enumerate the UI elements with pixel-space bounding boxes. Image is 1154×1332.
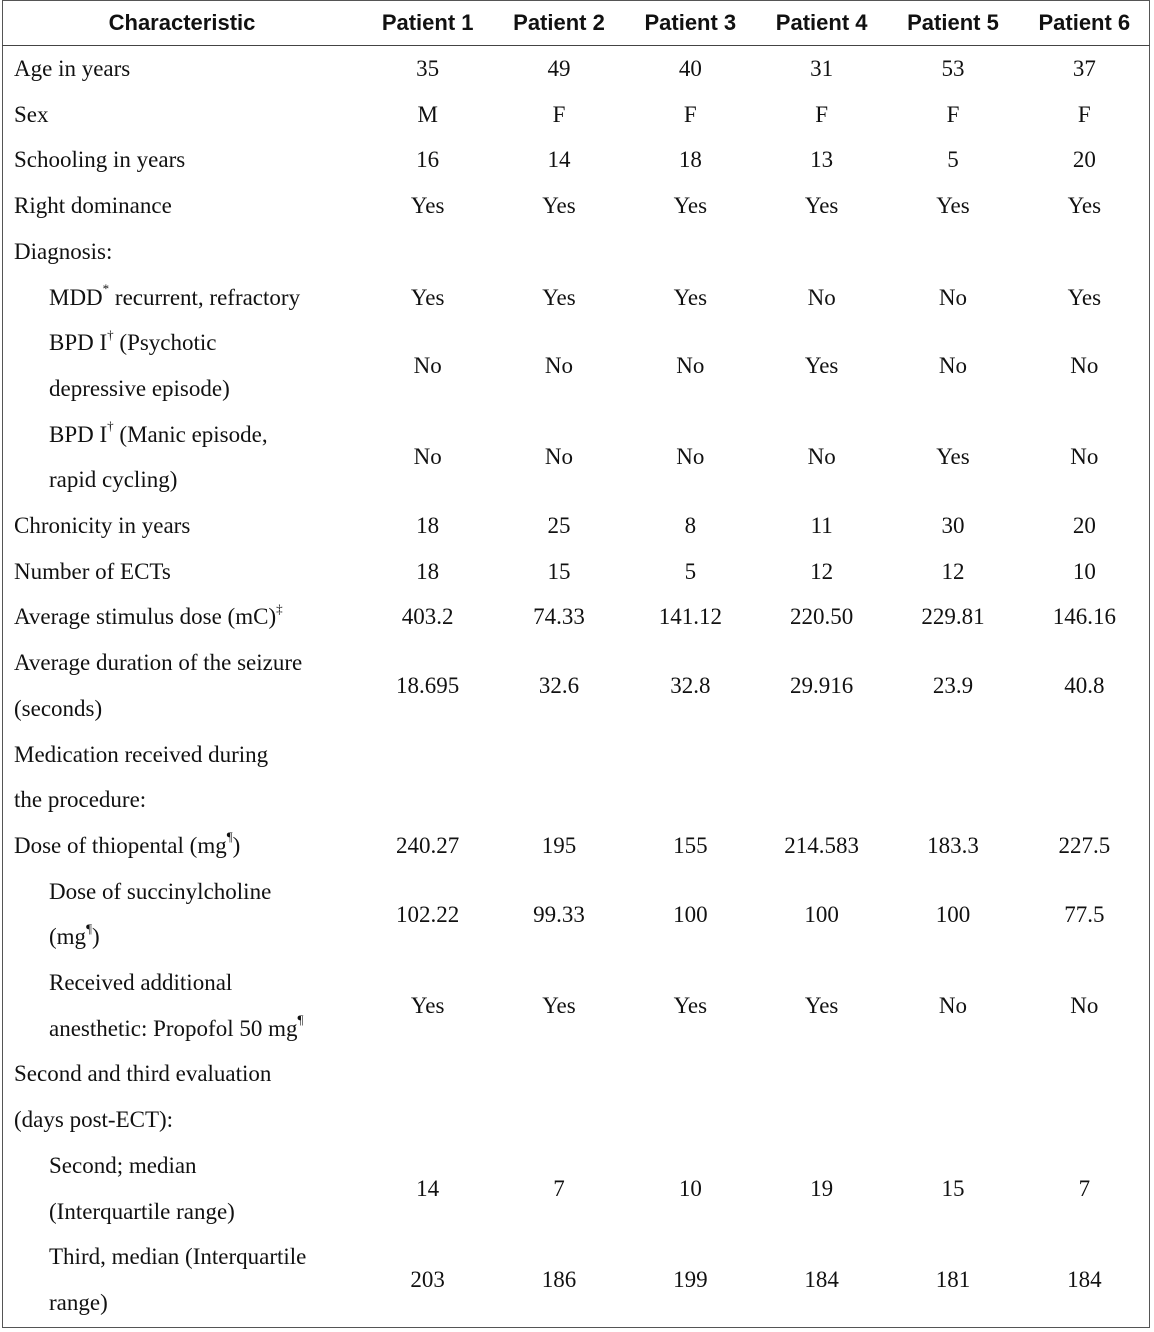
cell (756, 732, 887, 823)
cell (1019, 229, 1150, 275)
cell: 11 (810, 513, 833, 539)
cell: 146.16 (1052, 604, 1116, 630)
label-text: Average stimulus dose (mC) (14, 604, 277, 630)
cell: 25 (547, 513, 571, 539)
cell: 31 (810, 56, 834, 81)
header-patient-6: Patient 6 (1019, 0, 1150, 46)
section-row (2, 229, 1150, 275)
label-text: Dose of thiopental (mg (14, 832, 227, 858)
label-text: Second; median (49, 1152, 197, 1178)
cell: F (946, 101, 960, 127)
label-text: Average duration of the seizure (14, 650, 303, 676)
cell: 29.916 (790, 672, 854, 698)
cell: No (676, 444, 705, 470)
label-text: BPD I (49, 421, 108, 447)
cell: 100 (673, 901, 708, 927)
footnote-mark: ‡ (276, 600, 283, 616)
cell (625, 1051, 756, 1142)
label-text: Received additional (49, 970, 233, 996)
cell: 35 (416, 56, 440, 81)
table-row (2, 960, 1150, 1051)
table-row (2, 503, 1150, 549)
row-label: Age in years (14, 56, 131, 81)
cell: 37 (1072, 56, 1096, 81)
cell: Yes (804, 353, 839, 379)
cell: 183.3 (927, 832, 979, 858)
row-label: Chronicity in years (14, 513, 191, 539)
cell: 5 (947, 147, 959, 173)
cell: 49 (547, 56, 571, 81)
table-row (2, 46, 1150, 92)
row-label (2, 412, 362, 503)
table-row (2, 92, 1150, 138)
row-label (2, 594, 362, 640)
cell: 227.5 (1058, 832, 1111, 858)
row-label (2, 823, 362, 869)
cell: 23.9 (932, 672, 974, 698)
cell: Yes (410, 193, 445, 219)
cell: Yes (542, 193, 576, 219)
cell: No (807, 284, 836, 310)
footnote-mark: * (102, 280, 110, 296)
cell: No (676, 353, 705, 379)
table-row (2, 823, 1150, 869)
cell (625, 732, 756, 823)
cell: 77.5 (1064, 901, 1105, 927)
section-label (2, 732, 362, 823)
label-text: BPD I (49, 330, 108, 356)
cell: 100 (935, 901, 971, 927)
cell: 18 (678, 147, 702, 173)
label-text: Third, median (Interquartile (49, 1244, 307, 1270)
label-line-2: the procedure: (14, 787, 147, 813)
header-patient-1: Patient 1 (362, 0, 493, 46)
cell: 18.695 (396, 672, 460, 698)
row-label (2, 1234, 362, 1325)
cell: No (938, 353, 968, 379)
cell: 15 (547, 558, 571, 584)
cell: F (815, 101, 829, 127)
cell: Yes (1067, 193, 1102, 219)
patient-characteristics-table (2, 0, 1150, 1326)
section-label (2, 1051, 362, 1142)
section-row (2, 732, 1150, 823)
row-label (2, 960, 362, 1051)
cell: 102.22 (396, 901, 460, 927)
cell (493, 732, 624, 823)
cell: 32.8 (670, 672, 711, 698)
cell: 14 (416, 1175, 440, 1201)
cell: Yes (804, 193, 839, 219)
cell: 32.6 (538, 672, 580, 698)
cell: 229.81 (921, 604, 985, 630)
cell: F (683, 101, 697, 127)
cell: M (417, 101, 438, 127)
row-label (2, 320, 362, 411)
row-label: Sex (14, 101, 49, 127)
cell: 40.8 (1064, 672, 1105, 698)
table-row (2, 594, 1150, 640)
cell (756, 1051, 887, 1142)
cell: Yes (673, 992, 708, 1018)
footnote-mark: ¶ (226, 829, 233, 845)
table-row (2, 549, 1150, 595)
cell: No (938, 992, 968, 1018)
cell: 18 (416, 513, 440, 539)
cell (493, 229, 624, 275)
header-patient-3: Patient 3 (625, 0, 756, 46)
cell: 100 (804, 901, 839, 927)
cell: 186 (541, 1267, 577, 1293)
cell: 19 (810, 1175, 834, 1201)
cell: 5 (684, 558, 697, 584)
cell: 199 (673, 1267, 708, 1293)
label-line-2: (mg (49, 924, 87, 950)
cell: 15 (941, 1175, 965, 1201)
cell: Yes (804, 992, 839, 1018)
cell: No (413, 353, 442, 379)
header-row (2, 0, 1150, 46)
header-patient-5: Patient 5 (887, 0, 1018, 46)
cell: 16 (416, 147, 440, 173)
cell: 8 (684, 513, 697, 539)
cell: Yes (410, 992, 445, 1018)
cell (887, 229, 1018, 275)
cell: 181 (935, 1267, 971, 1293)
footnote-mark: ¶ (86, 920, 92, 936)
cell: 10 (1072, 558, 1096, 584)
cell: 184 (1067, 1267, 1102, 1293)
section-label: Diagnosis: (14, 238, 113, 264)
label-tail: (Manic episode, (113, 421, 268, 447)
cell: Yes (936, 193, 970, 219)
label-line-2: (seconds) (14, 695, 103, 721)
table-row (2, 1143, 1150, 1234)
cell: 220.50 (790, 604, 854, 630)
footnote-mark: † (107, 417, 114, 433)
label-line-2: anesthetic: Propofol 50 mg (49, 1015, 298, 1041)
cell: No (807, 444, 836, 470)
table-row (2, 320, 1150, 411)
label-line-2: (days post-ECT): (14, 1107, 174, 1133)
cell (1019, 732, 1150, 823)
cell (887, 732, 1018, 823)
footnote-mark: † (107, 326, 114, 342)
row-label: Schooling in years (14, 147, 186, 173)
cell: 99.33 (533, 901, 585, 927)
cell: No (544, 444, 574, 470)
cell: 20 (1072, 147, 1096, 173)
cell: Yes (673, 193, 708, 219)
cell: 195 (541, 832, 577, 858)
label-tail: recurrent, refractory (109, 284, 301, 310)
label-tail: ) (232, 832, 241, 858)
label-line-2: rapid cycling) (49, 467, 178, 493)
table-row (2, 183, 1150, 229)
cell: 214.583 (784, 832, 860, 858)
table-row (2, 137, 1150, 183)
header-patient-2: Patient 2 (493, 0, 624, 46)
row-label (2, 869, 362, 960)
cell: Yes (1067, 284, 1102, 310)
row-label (2, 640, 362, 731)
cell: 10 (678, 1175, 702, 1201)
label-tail: (Psychotic (113, 330, 217, 356)
table-row (2, 640, 1150, 731)
cell: No (544, 353, 574, 379)
label-text: Medication received during (14, 741, 269, 767)
cell: 155 (673, 832, 708, 858)
label-line-2: range) (49, 1289, 108, 1315)
cell (493, 1051, 624, 1142)
cell: No (413, 444, 442, 470)
cell: Yes (673, 284, 708, 310)
cell: 7 (1078, 1175, 1091, 1201)
row-label: Right dominance (14, 193, 172, 219)
cell: 40 (678, 56, 702, 81)
cell: 12 (941, 558, 965, 584)
header-characteristic: Characteristic (2, 0, 362, 46)
table-row (2, 1234, 1150, 1325)
footnote-mark: ¶ (297, 1012, 304, 1028)
cell: No (1070, 992, 1099, 1018)
cell: Yes (410, 284, 445, 310)
label-text: MDD (49, 284, 103, 310)
cell (1019, 1051, 1150, 1142)
cell (362, 229, 493, 275)
cell: 141.12 (658, 604, 722, 630)
row-label: Number of ECTs (14, 558, 171, 584)
label-line-2: (Interquartile range) (49, 1198, 235, 1224)
label-tail: ) (91, 924, 100, 950)
cell: Yes (542, 284, 576, 310)
label-line-2: depressive episode) (49, 375, 230, 401)
label-text: Second and third evaluation (14, 1061, 272, 1087)
cell: 14 (547, 147, 571, 173)
cell: 74.33 (533, 604, 585, 630)
cell: 13 (810, 147, 834, 173)
cell: F (1077, 101, 1091, 127)
cell: No (1070, 444, 1099, 470)
section-row (2, 1051, 1150, 1142)
cell: 7 (553, 1175, 565, 1201)
cell: Yes (542, 992, 576, 1018)
table-row (2, 275, 1150, 321)
cell: 240.27 (396, 832, 460, 858)
cell: 184 (804, 1267, 839, 1293)
cell (887, 1051, 1018, 1142)
cell: 203 (410, 1267, 445, 1293)
cell: F (552, 101, 566, 127)
row-label (2, 1143, 362, 1234)
cell: 12 (810, 558, 834, 584)
cell: 18 (416, 558, 440, 584)
cell: 30 (941, 513, 965, 539)
row-label (2, 275, 362, 321)
table-row (2, 412, 1150, 503)
cell (362, 732, 493, 823)
cell (625, 229, 756, 275)
cell (756, 229, 887, 275)
cell: Yes (936, 444, 970, 470)
cell: 53 (941, 56, 965, 81)
table-row (2, 869, 1150, 960)
label-text: Dose of succinylcholine (49, 878, 272, 904)
cell: 20 (1072, 513, 1096, 539)
header-patient-4: Patient 4 (756, 0, 887, 46)
cell: 403.2 (401, 604, 454, 630)
cell: No (1070, 353, 1099, 379)
cell: No (938, 284, 968, 310)
cell (362, 1051, 493, 1142)
